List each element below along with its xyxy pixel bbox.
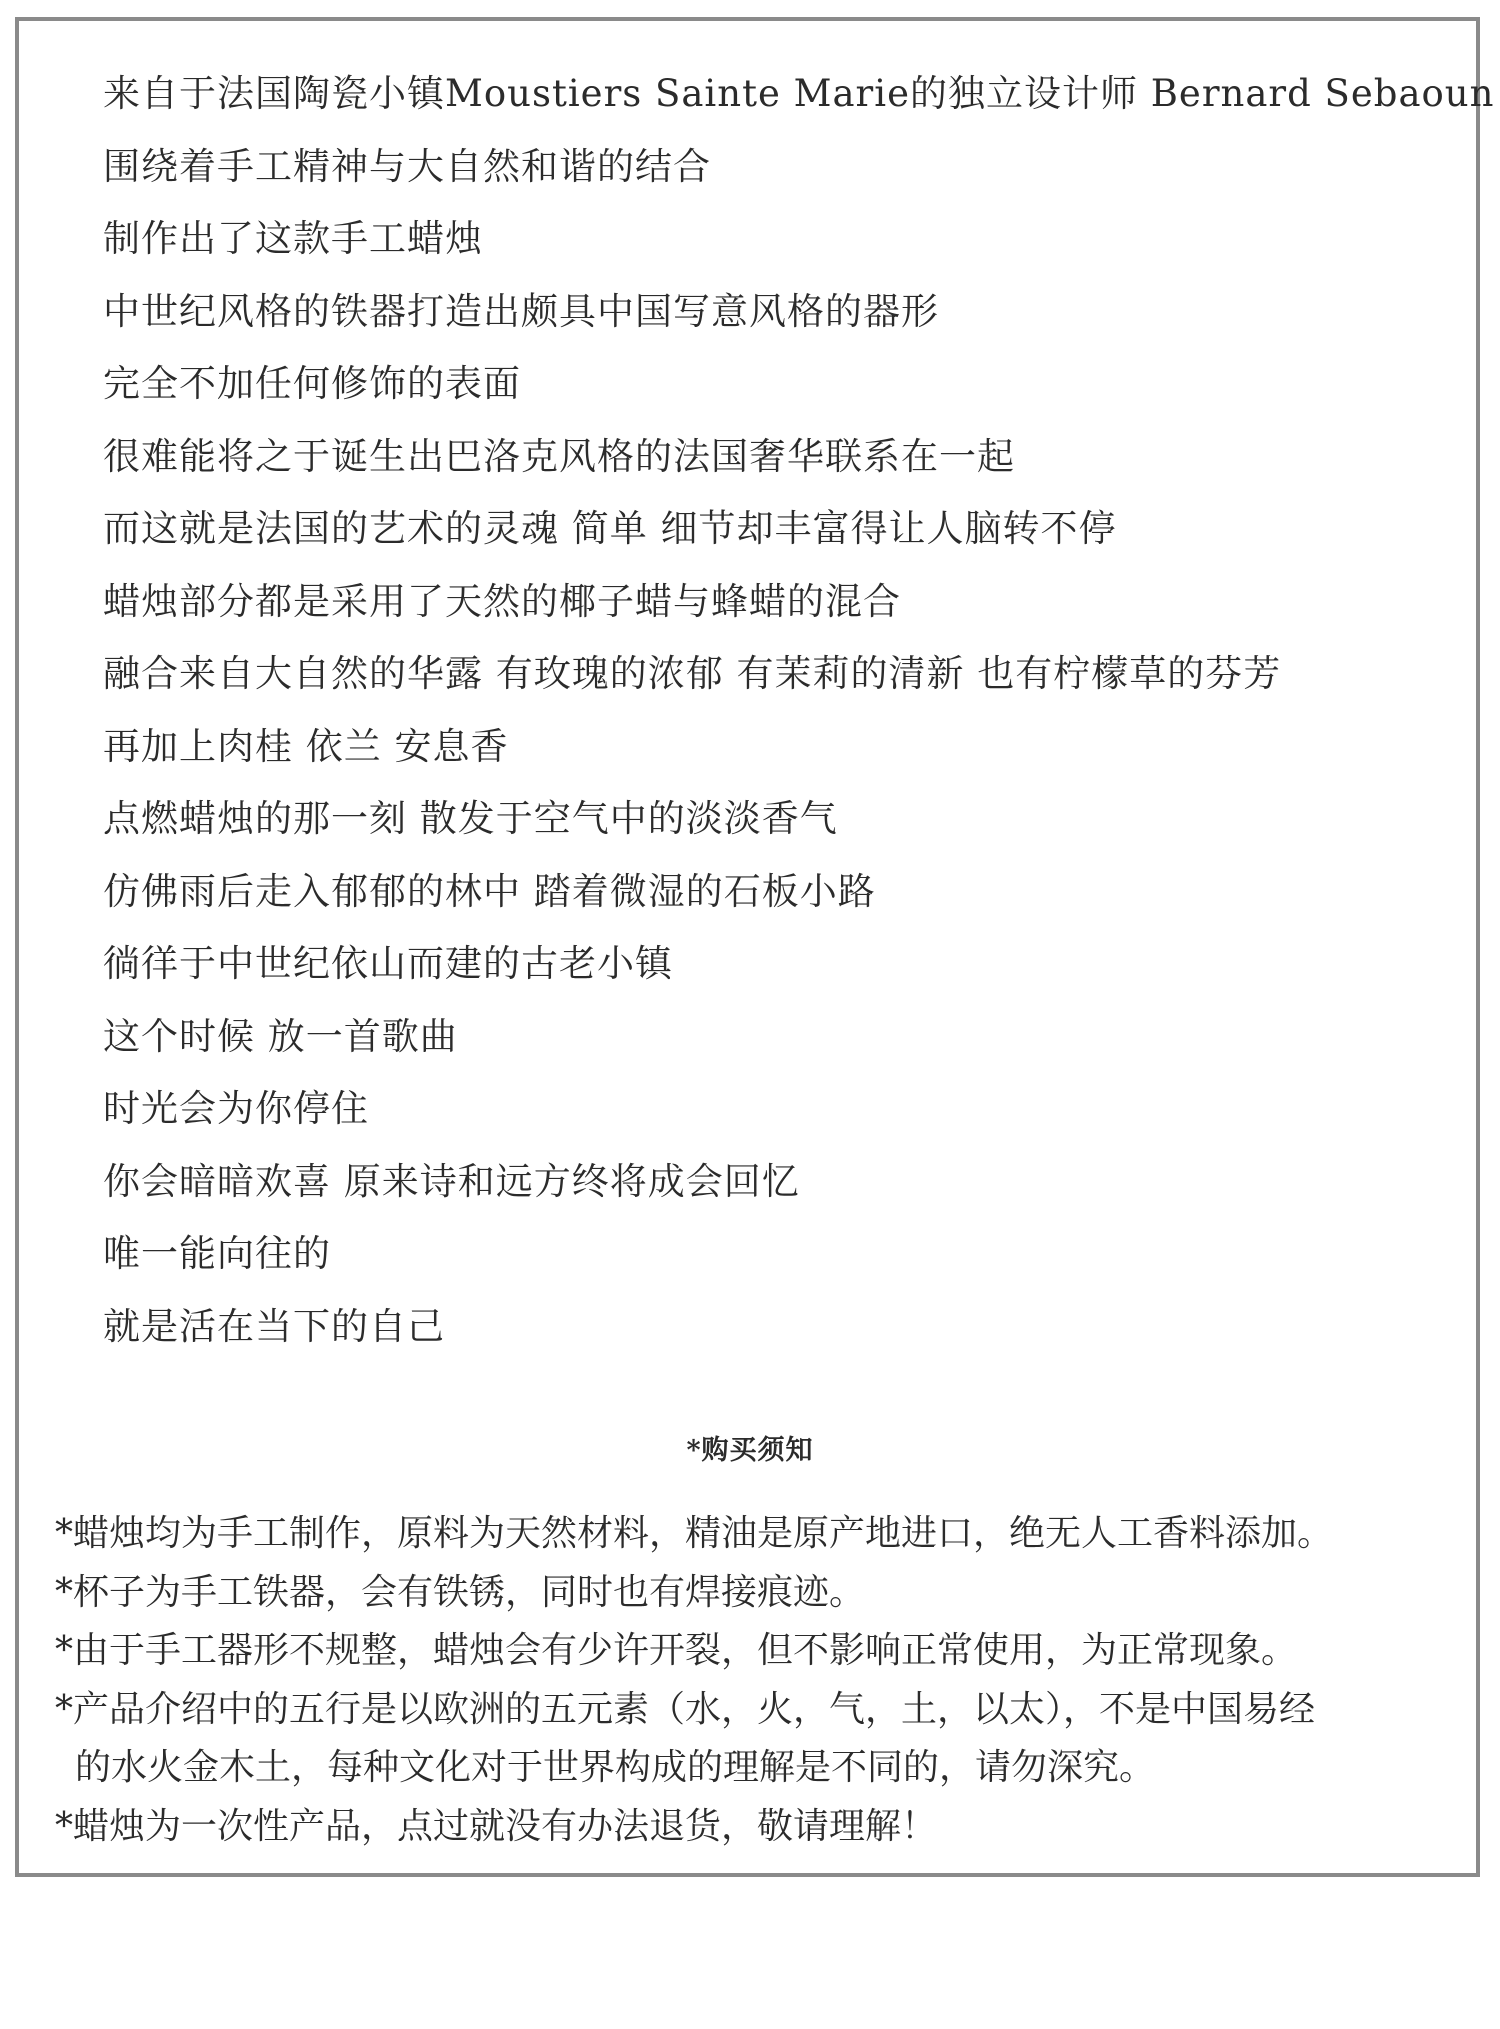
poem-line: 完全不加任何修饰的表面 xyxy=(103,362,521,405)
poem-line: 你会暗暗欢喜 原来诗和远方终将成会回忆 xyxy=(103,1159,800,1203)
poem-line: 来自于法国陶瓷小镇Moustiers Sainte Marie的独立设计师 Bernard Sebaoun xyxy=(103,72,1495,115)
poem-line: 这个时候 放一首歌曲 xyxy=(103,1014,458,1058)
poem-line: 点燃蜡烛的那一刻 散发于空气中的淡淡香气 xyxy=(103,797,838,840)
notice-item-continuation: 的水火金木土，每种文化对于世界构成的理解是不同的，请勿深究。 xyxy=(75,1747,1156,1788)
poem-line: 仿佛雨后走入郁郁的林中 踏着微湿的石板小路 xyxy=(103,869,876,913)
poem-line: 而这就是法国的艺术的灵魂 简单 细节却丰富得让人脑转不停 xyxy=(103,507,1117,550)
notice-item: *由于手工器形不规整，蜡烛会有少许开裂，但不影响正常使用，为正常现象。 xyxy=(55,1630,1298,1671)
poem-line: 融合来自大自然的华露 有玫瑰的浓郁 有茉莉的清新 也有柠檬草的芬芳 xyxy=(103,652,1282,695)
poem-line: 唯一能向往的 xyxy=(103,1232,331,1275)
notice-item: *产品介绍中的五行是以欧洲的五元素（水，火，气，土，以太），不是中国易经 xyxy=(55,1688,1316,1730)
poem-line: 很难能将之于诞生出巴洛克风格的法国奢华联系在一起 xyxy=(103,434,1015,478)
notice-item: *蜡烛为一次性产品，点过就没有办法退货，敬请理解！ xyxy=(55,1805,938,1847)
poem-text xyxy=(103,58,1495,1363)
poem-line: 就是活在当下的自己 xyxy=(103,1304,445,1348)
poem-line: 再加上肉桂 依兰 安息香 xyxy=(103,724,509,768)
poem-line: 时光会为你停住 xyxy=(103,1087,369,1130)
notice-title: *购买须知 xyxy=(686,1435,814,1466)
notice-item: *杯子为手工铁器，会有铁锈，同时也有焊接痕迹。 xyxy=(55,1571,866,1613)
poem-line: 中世纪风格的铁器打造出颇具中国写意风格的器形 xyxy=(103,289,939,333)
poem-line: 徜徉于中世纪依山而建的古老小镇 xyxy=(103,942,673,985)
poem-line: 围绕着手工精神与大自然和谐的结合 xyxy=(103,144,711,188)
poem-line: 蜡烛部分都是采用了天然的椰子蜡与蜂蜡的混合 xyxy=(103,579,901,623)
poem-line: 制作出了这款手工蜡烛 xyxy=(103,217,483,260)
purchase-notice-list xyxy=(55,1505,1455,1856)
notice-item: *蜡烛均为手工制作，原料为天然材料，精油是原产地进口，绝无人工香料添加。 xyxy=(55,1513,1334,1554)
